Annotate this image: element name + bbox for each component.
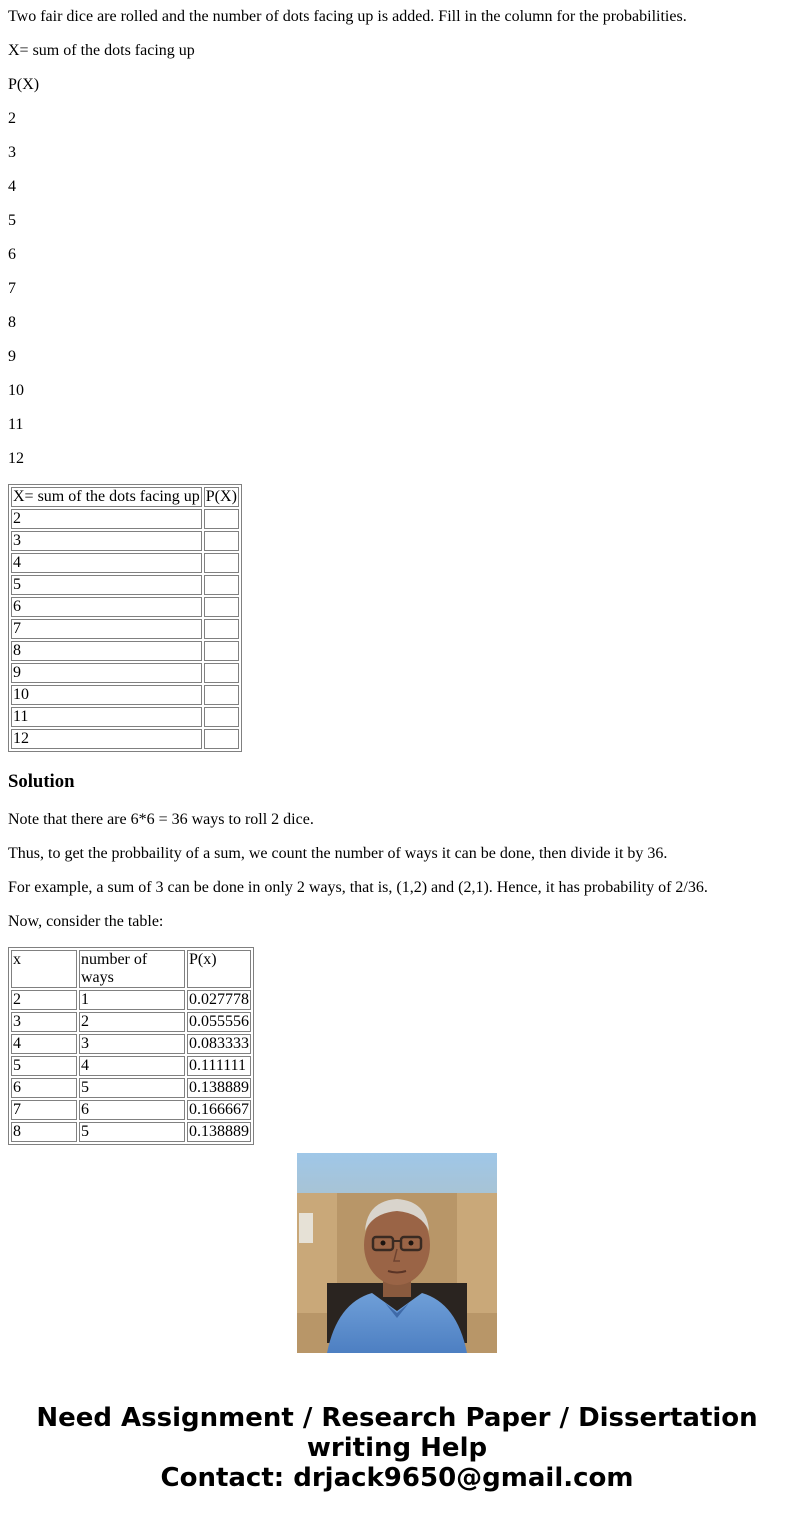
- cell-x: 2: [11, 509, 202, 529]
- cell-x: 12: [11, 729, 202, 749]
- table-row: [11, 509, 239, 529]
- cell-probability: 0.055556: [189, 1013, 249, 1030]
- table-row: [11, 663, 239, 683]
- table-row: [11, 575, 239, 595]
- cell-x: 11: [11, 707, 202, 727]
- header-px: P(x): [187, 950, 251, 988]
- table-row: [11, 1034, 251, 1054]
- cell-x: 2: [11, 990, 77, 1010]
- cell-px-empty[interactable]: [204, 729, 239, 749]
- solution-paragraph: Now, consider the table:: [8, 913, 164, 930]
- table-row: [11, 685, 239, 705]
- table-row: [11, 619, 239, 639]
- value-line: 10: [8, 382, 24, 399]
- table-row: [11, 1056, 251, 1076]
- cell-probability: 0.138889: [189, 1123, 249, 1140]
- cell-x: 3: [11, 531, 202, 551]
- question-intro: Two fair dice are rolled and the number of dots facing up is added. Fill in the column for the probabilities.: [8, 8, 687, 25]
- cell-ways: 5: [79, 1122, 185, 1142]
- tutor-avatar: [297, 1153, 497, 1353]
- question-table: [8, 484, 242, 752]
- cell-x: 8: [11, 641, 202, 661]
- table-row: [11, 597, 239, 617]
- cell-x: 7: [11, 1100, 77, 1120]
- cell-px-empty[interactable]: [204, 597, 239, 617]
- table-row: [11, 1078, 251, 1098]
- cell-ways: 6: [79, 1100, 185, 1120]
- cell-x: 9: [11, 663, 202, 683]
- value-line: 7: [8, 280, 16, 297]
- cell-x: 10: [11, 685, 202, 705]
- cell-probability: 0.083333: [189, 1035, 249, 1052]
- header-x: x: [11, 950, 77, 988]
- solution-paragraph: Thus, to get the probbaility of a sum, we count the number of ways it can be done, then divide it by 36.: [8, 845, 668, 862]
- table-row: [11, 531, 239, 551]
- table-row: [11, 1122, 251, 1142]
- cell-x: 4: [11, 553, 202, 573]
- value-line: 11: [8, 416, 24, 433]
- table-row: [11, 990, 251, 1010]
- cell-px-empty[interactable]: [204, 707, 239, 727]
- solution-table: [8, 947, 254, 1145]
- cell-px-empty[interactable]: [204, 619, 239, 639]
- footer-advertisement: [0, 1403, 794, 1493]
- cell-x: 4: [11, 1034, 77, 1054]
- px-label: P(X): [8, 76, 40, 93]
- cell-px-empty[interactable]: [204, 685, 239, 705]
- solution-paragraph: Note that there are 6*6 = 36 ways to roll 2 dice.: [8, 811, 314, 828]
- table-header-row: [11, 950, 251, 988]
- cell-px-empty[interactable]: [204, 641, 239, 661]
- cell-px-empty[interactable]: [204, 553, 239, 573]
- x-definition: X= sum of the dots facing up: [8, 42, 195, 59]
- cell-probability: 0.027778: [189, 991, 249, 1008]
- table-row: [11, 729, 239, 749]
- cell-x: 8: [11, 1122, 77, 1142]
- value-line: 8: [8, 314, 16, 331]
- table-row: [11, 1012, 251, 1032]
- table-row: [11, 1100, 251, 1120]
- footer-line-1: Need Assignment / Research Paper / Dissertation: [36, 1403, 758, 1433]
- cell-px-empty[interactable]: [204, 531, 239, 551]
- cell-x: 7: [11, 619, 202, 639]
- cell-px-empty[interactable]: [204, 509, 239, 529]
- cell-x: 5: [11, 1056, 77, 1076]
- value-line: 5: [8, 212, 16, 229]
- value-line: 12: [8, 450, 24, 467]
- tutor-portrait-image: [297, 1153, 497, 1353]
- footer-line-2: writing Help: [306, 1433, 488, 1463]
- cell-x: 3: [11, 1012, 77, 1032]
- cell-x: 6: [11, 1078, 77, 1098]
- header-x: X= sum of the dots facing up: [13, 488, 200, 505]
- table-header-row: [11, 487, 239, 507]
- value-line: 2: [8, 110, 16, 127]
- solution-title: Solution: [8, 771, 75, 792]
- value-line: 4: [8, 178, 16, 195]
- cell-ways: 3: [79, 1034, 185, 1054]
- value-line: 6: [8, 246, 16, 263]
- value-line: 3: [8, 144, 16, 161]
- value-line: 9: [8, 348, 16, 365]
- cell-x: 6: [11, 597, 202, 617]
- cell-probability: 0.138889: [189, 1079, 249, 1096]
- cell-ways: 1: [79, 990, 185, 1010]
- cell-ways: 4: [79, 1056, 185, 1076]
- header-number-of-ways: number of ways: [79, 950, 185, 988]
- table-row: [11, 641, 239, 661]
- solution-paragraph: For example, a sum of 3 can be done in only 2 ways, that is, (1,2) and (2,1). Hence, it has probability of 2/36.: [8, 879, 708, 896]
- cell-ways: 5: [79, 1078, 185, 1098]
- header-px: P(X): [205, 488, 237, 505]
- footer-contact[interactable]: Contact: drjack9650@gmail.com: [160, 1463, 634, 1493]
- cell-px-empty[interactable]: [204, 663, 239, 683]
- table-row: [11, 553, 239, 573]
- solution-table-wrapper: [8, 947, 254, 1140]
- cell-x: 5: [11, 575, 202, 595]
- cell-px-empty[interactable]: [204, 575, 239, 595]
- cell-probability: 0.166667: [189, 1101, 249, 1118]
- table-row: [11, 707, 239, 727]
- cell-ways: 2: [79, 1012, 185, 1032]
- cell-probability: 0.111111: [187, 1056, 251, 1076]
